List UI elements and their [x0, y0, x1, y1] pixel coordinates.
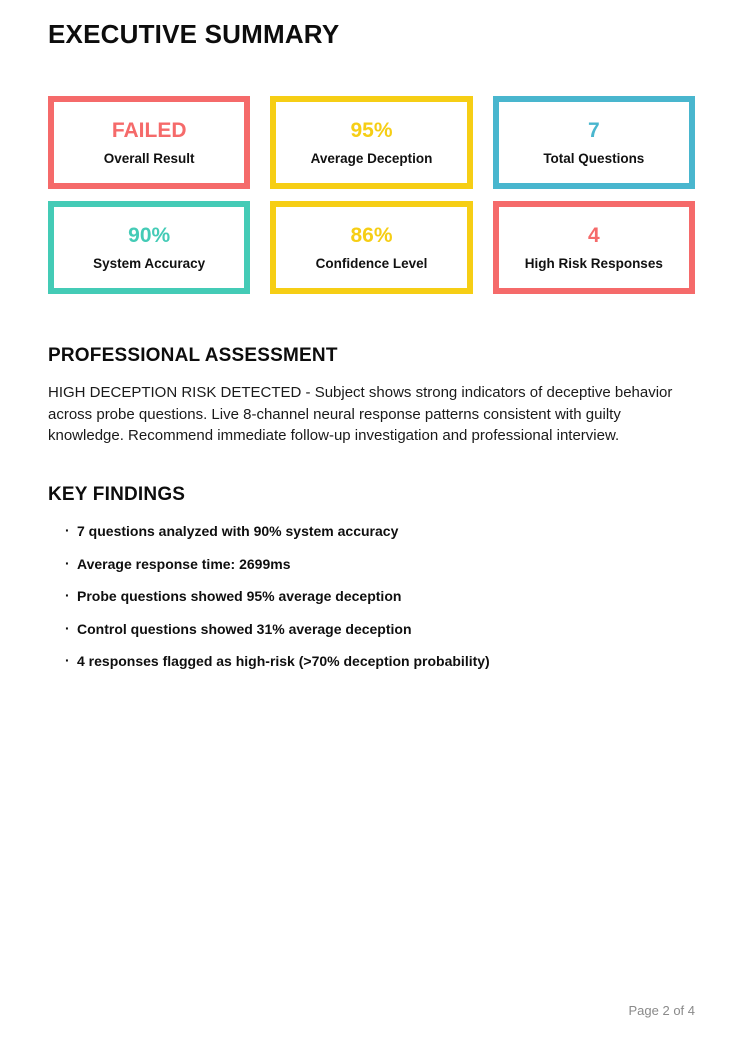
summary-stats-grid: [48, 96, 695, 294]
stat-value: 7: [587, 118, 600, 142]
stat-label: Average Deception: [310, 150, 433, 166]
finding-item: · 4 responses flagged as high-risk (>70% deception probability): [65, 654, 695, 668]
stat-value: 86%: [350, 223, 393, 247]
stat-card-total-questions: [493, 96, 695, 189]
stat-label: Overall Result: [103, 150, 195, 166]
finding-item: · Control questions showed 31% average deception: [65, 622, 695, 636]
stat-value: 95%: [350, 118, 393, 142]
section-key-findings: [48, 484, 695, 669]
page-title: EXECUTIVE SUMMARY: [48, 19, 340, 49]
finding-item: · 7 questions analyzed with 90% system accuracy: [65, 524, 695, 538]
stat-label: High Risk Responses: [524, 255, 663, 271]
stat-value: 90%: [128, 223, 171, 247]
section-professional-assessment: [48, 345, 695, 447]
stat-label: Confidence Level: [315, 255, 428, 271]
stat-label: System Accuracy: [93, 255, 206, 271]
section-heading: PROFESSIONAL ASSESSMENT: [48, 345, 338, 366]
stat-card-overall-result: [48, 96, 250, 189]
section-heading: KEY FINDINGS: [48, 483, 186, 505]
finding-item: · Average response time: 2699ms: [65, 557, 695, 571]
stat-card-confidence-level: [270, 201, 472, 294]
page-number: Page 2 of 4: [628, 1003, 695, 1018]
key-findings-list: [48, 524, 695, 668]
stat-card-system-accuracy: [48, 201, 250, 294]
stat-value: FAILED: [111, 118, 187, 142]
stat-card-average-deception: [270, 96, 472, 189]
stat-value: 4: [587, 223, 600, 247]
assessment-paragraph: HIGH DECEPTION RISK DETECTED - Subject shows strong indicators of deceptive behavior across probe questions. Live 8-channel neural response patterns consistent with guilty knowledge. Recommend immediate follow-up investigation and professional interview.: [48, 384, 673, 444]
stat-label: Total Questions: [543, 150, 645, 166]
finding-item: · Probe questions showed 95% average deception: [65, 589, 695, 603]
stat-card-high-risk-responses: [493, 201, 695, 294]
